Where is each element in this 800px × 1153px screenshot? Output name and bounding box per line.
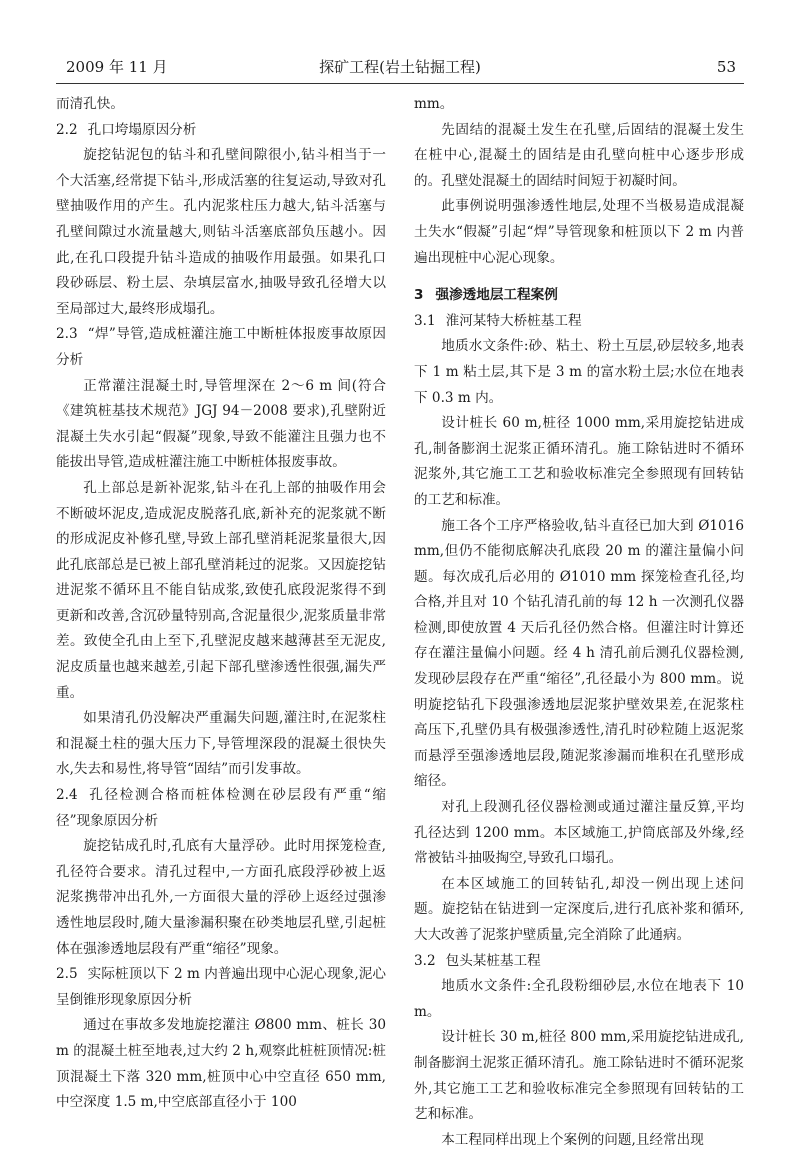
paragraph-text: 设计桩长 30 m,桩径 800 mm,采用旋挖钻进成孔,制备膨润土泥浆正循环清孔。施工除钻进时不循环泥浆外,其它施工工艺和验收标准完全参照现有回转钻的工艺和标准。	[414, 1029, 744, 1123]
subsection-heading	[56, 962, 386, 1013]
paragraph	[56, 834, 386, 962]
paragraph-text: 先固结的混凝土发生在孔壁,后固结的混凝土发生在桩中心,混凝土的固结是由孔壁向桩中心逐步形成的。孔壁处混凝土的固结时间短于初凝时间。	[414, 121, 744, 189]
heading-text: “焊”导管,造成桩灌注施工中断桩体报废事故原因分析	[56, 326, 386, 368]
heading-number: 2.2	[56, 121, 78, 138]
section-heading	[414, 283, 744, 309]
paragraph	[414, 1025, 744, 1127]
paragraph-text: 对孔上段测孔径仪器检测或通过灌注量反算,平均孔径达到 1200 mm。本区域施工,护筒底部及外缘,经常被钻斗抽吸掏空,导致孔口塌孔。	[414, 799, 744, 867]
paragraph-text: 通过在事故多发地旋挖灌注 Ø800 mm、桩长 30 m 的混凝土桩至地表,过大约 2 h,观察此桩桩顶情况:桩顶混凝土下落 320 mm,桩顶中心中空直径 650 mm,中空深度 1.5 m,中空底部直径小于 100	[56, 1017, 386, 1111]
paragraph-text: 施工各个工序严格验收,钻斗直径已加大到 Ø1016 mm,但仍不能彻底解决孔底段 20 m 的灌注量偏小问题。每次成孔后必用的 Ø1010 mm 探笼检查孔径,均合格,并且对 10 个钻孔清孔前的每 12 h 一次测孔仪器检测,即使放置 4 天后孔径仍然合格。但灌注时计算还存在灌注量偏小问题。经 4 h 清孔前后测孔仪器检测,发现砂层段存在严重“缩径”,孔径最小为 800 mm。说明旋挖钻孔下段强渗透地层泥浆护壁效果差,在泥浆柱高压下,孔壁仍具有极强渗透性,清孔时砂粒随上返泥浆而悬浮至强渗透地层段,随泥浆渗漏而堆积在孔壁形成缩径。	[414, 517, 744, 790]
heading-text: 强渗透地层工程案例	[435, 287, 558, 304]
paragraph-text: 在本区域施工的回转钻孔,却没一例出现上述问题。旋挖钻在钻进到一定深度后,进行孔底补浆和循环,大大改善了泥浆护壁质量,完全消除了此通病。	[414, 875, 744, 943]
paragraph-text: 地质水文条件:砂、粘土、粉土互层,砂层较多,地表下 1 m 粘土层,其下是 3 m 的富水粉土层;水位在地表下 0.3 m 内。	[414, 338, 744, 406]
heading-text: 包头某桩基工程	[445, 952, 541, 969]
paragraph	[56, 1013, 386, 1115]
paragraph-text: 地质水文条件:全孔段粉细砂层,水位在地表下 10 m。	[414, 978, 744, 1020]
heading-number: 2.4	[56, 787, 78, 804]
left-column	[56, 92, 386, 1116]
paragraph	[414, 795, 744, 872]
paragraph-text: 孔上部总是新补泥浆,钻斗在孔上部的抽吸作用会不断破坏泥皮,造成泥皮脱落孔底,新补充的泥浆就不断的形成泥皮补修孔壁,导致上部孔壁消耗泥浆量很大,因此孔底部总是已被上部孔壁消耗过的泥浆。又因旋挖钻进泥浆不循环且不能自钻成浆,致使孔底段泥浆得不到更新和改善,含沉砂量特别高,含泥量很少,泥浆质量非常差。致使全孔由上至下,孔壁泥皮越来越薄甚至无泥皮,泥皮质量也越来越差,引起下部孔壁渗透性很强,漏失严重。	[56, 479, 386, 701]
paragraph	[414, 1128, 744, 1153]
header-rule	[56, 83, 744, 84]
heading-text: 实际桩顶以下 2 m 内普遍出现中心泥心现象,泥心呈倒锥形现象原因分析	[56, 966, 386, 1008]
paragraph	[414, 194, 744, 271]
paragraph-text: 如果清孔仍没解决严重漏失问题,灌注时,在泥浆柱和混凝土柱的强大压力下,导管埋深段的混凝土很快失水,失去和易性,将导管“固结”而引发事故。	[56, 710, 386, 778]
paragraph	[414, 974, 744, 1025]
paragraph-text: 旋挖钻泥包的钻斗和孔壁间隙很小,钻斗相当于一个大活塞,经常提下钻斗,形成活塞的往复运动,导致对孔壁抽吸作用的产生。孔内泥浆柱压力越大,钻斗活塞与孔壁间隙过水流量越大,则钻斗活塞底部负压越小。因此,在孔口段提升钻斗造成的抽吸作用最强。如果孔口段砂砾层、粉土层、杂填层富水,抽吸导致孔径增大以至局部过大,最终形成塌孔。	[56, 147, 386, 317]
paragraph	[56, 706, 386, 783]
paragraph	[414, 872, 744, 949]
paragraph	[56, 374, 386, 476]
paragraph	[56, 92, 386, 118]
paragraph	[56, 143, 386, 322]
paragraph	[414, 514, 744, 796]
paragraph-text: 旋挖钻成孔时,孔底有大量浮砂。此时用探笼检查,孔径符合要求。清孔过程中,一方面孔底段浮砂被上返泥浆携带冲出孔外,一方面很大量的浮砂上返经过强渗透性地层段时,随大量渗漏积聚在砂类地层孔壁,引起桩体在强渗透地层段有严重“缩径”现象。	[56, 838, 386, 957]
heading-number: 2.5	[56, 966, 78, 983]
heading-number: 2.3	[56, 326, 78, 343]
paragraph-text: 本工程同样出现上个案例的问题,且经常出现	[441, 1131, 704, 1148]
heading-number: 3	[414, 287, 424, 304]
paragraph-text: 设计桩长 60 m,桩径 1000 mm,采用旋挖钻进成孔,制备膨润土泥浆正循环清孔。施工除钻进时不循环泥浆外,其它施工工艺和验收标准完全参照现有回转钻的工艺和标准。	[414, 415, 744, 508]
header-journal-title: 探矿工程(岩土钻掘工程)	[319, 58, 481, 76]
header-date: 2009 年 11 月	[66, 58, 168, 76]
paragraph	[56, 476, 386, 706]
heading-number: 3.1	[414, 312, 436, 329]
heading-text: 孔径检测合格而桩体检测在砂层段有严重“缩径”现象原因分析	[56, 787, 386, 829]
paragraph-text: 正常灌注混凝土时,导管埋深在 2～6 m 间(符合《建筑桩基技术规范》JGJ 94－2008 要求),孔壁附近混凝土失水引起“假凝”现象,导致不能灌注且强力也不能拔出导管,造成桩灌注施工中断桩体报废事故。	[56, 377, 386, 471]
subsection-heading	[56, 783, 386, 834]
right-column	[414, 92, 744, 1153]
running-header	[56, 54, 744, 80]
subsection-heading	[414, 309, 744, 335]
heading-text: 孔口垮塌原因分析	[87, 121, 197, 138]
paragraph	[414, 411, 744, 513]
paragraph	[414, 92, 744, 118]
paragraph-text: 此事例说明强渗透性地层,处理不当极易造成混凝土失水“假凝”引起“焊”导管现象和桩顶以下 2 m 内普遍出现桩中心泥心现象。	[414, 198, 744, 266]
heading-text: 淮河某特大桥桩基工程	[445, 312, 582, 329]
header-page-number: 53	[716, 58, 736, 76]
paragraph-text: 而清孔快。	[56, 96, 124, 112]
subsection-heading	[414, 949, 744, 975]
paragraph-text: mm。	[414, 96, 454, 112]
subsection-heading	[56, 322, 386, 373]
heading-number: 3.2	[414, 952, 436, 969]
paragraph	[414, 118, 744, 195]
paragraph	[414, 334, 744, 411]
subsection-heading	[56, 118, 386, 144]
